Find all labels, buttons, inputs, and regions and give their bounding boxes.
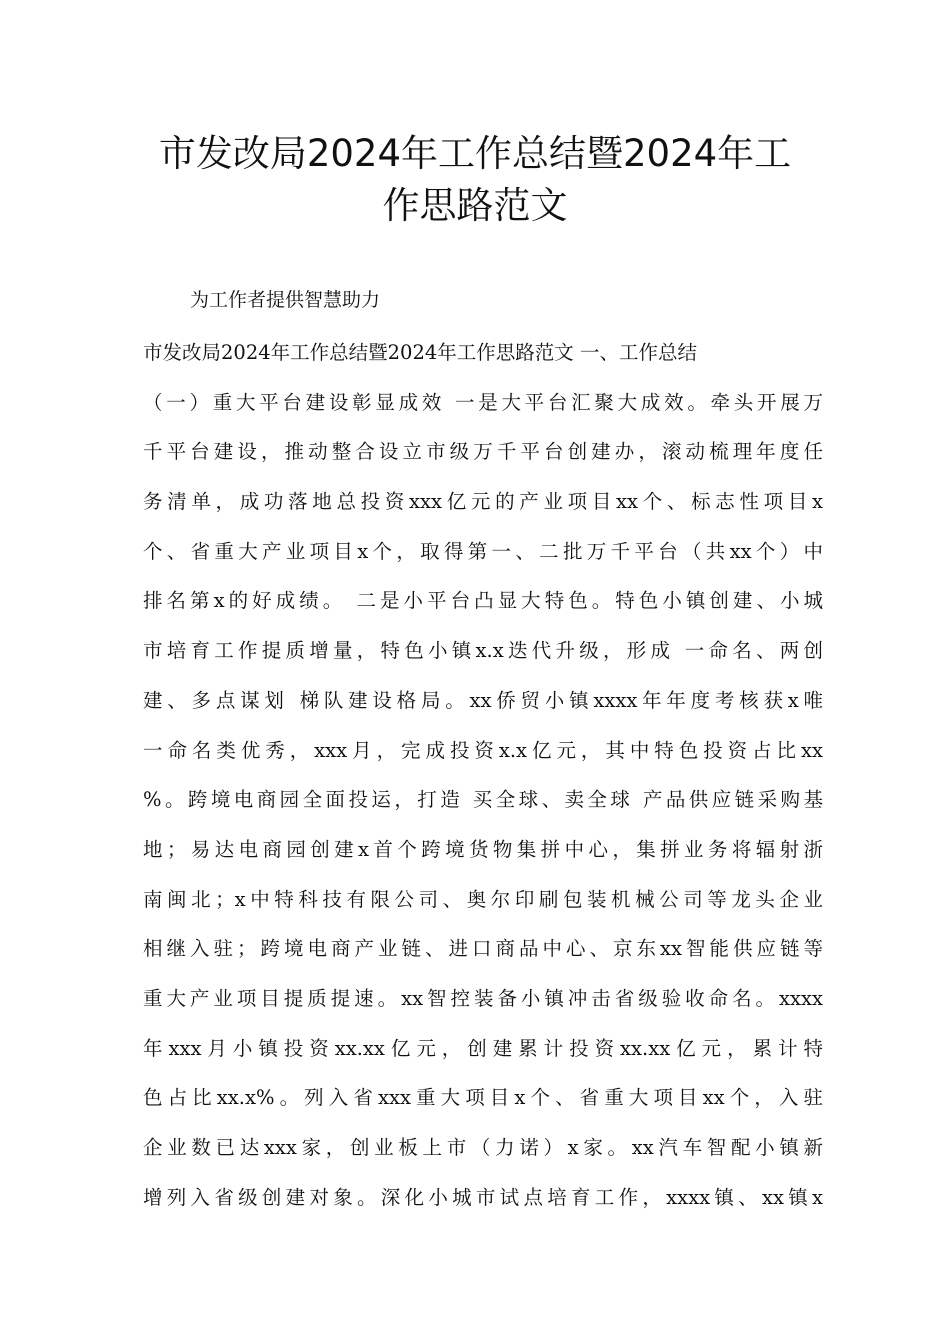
body-line: 地；易达电商园创建x首个跨境货物集拼中心，集拼业务将辐射浙 xyxy=(143,837,823,861)
body-line: %。跨境电商园全面投运，打造 买全球、卖全球 产品供应链采购基 xyxy=(143,788,823,812)
body-paragraph xyxy=(143,337,823,1231)
document-subtitle: 为工作者提供智慧助力 xyxy=(190,289,381,311)
body-line: 排名第x的好成绩。 二是小平台凸显大特色。特色小镇创建、小城 xyxy=(143,589,823,613)
body-line: 重大产业项目提质提速。xx智控装备小镇冲击省级验收命名。xxxx xyxy=(143,986,823,1010)
body-line: 色占比xx.x%。列入省xxx重大项目x个、省重大项目xx个，入驻 xyxy=(143,1086,823,1110)
body-line: 市发改局2024年工作总结暨2024年工作思路范文 一、工作总结 xyxy=(143,341,697,364)
body-line: 千平台建设，推动整合设立市级万千平台创建办，滚动梳理年度任 xyxy=(143,440,823,464)
body-line: 市培育工作提质增量，特色小镇x.x迭代升级，形成 一命名、两创 xyxy=(143,639,823,663)
body-line: （一）重大平台建设彰显成效 一是大平台汇聚大成效。牵头开展万 xyxy=(143,390,823,414)
title-line: 市发改局2024年工作总结暨2024年工 xyxy=(158,132,792,175)
body-line: 个、省重大产业项目x个，取得第一、二批万千平台（共xx个）中 xyxy=(143,539,823,563)
body-line: 南闽北；x中特科技有限公司、奥尔印刷包装机械公司等龙头企业 xyxy=(143,887,823,911)
body-line: 相继入驻；跨境电商产业链、进口商品中心、京东xx智能供应链等 xyxy=(143,937,823,961)
document-title xyxy=(120,128,830,232)
body-line: 企业数已达xxx家，创业板上市（力诺）x家。xx汽车智配小镇新 xyxy=(143,1136,823,1159)
title-line: 作思路范文 xyxy=(382,184,568,227)
body-line: 增列入省级创建对象。深化小城市试点培育工作，xxxx镇、xx镇x xyxy=(143,1185,823,1209)
body-line: 务清单，成功落地总投资xxx亿元的产业项目xx个、标志性项目x xyxy=(143,490,823,514)
body-line: 建、多点谋划 梯队建设格局。xx侨贸小镇xxxx年年度考核获x唯 xyxy=(143,688,823,712)
body-line: 年xxx月小镇投资xx.xx亿元，创建累计投资xx.xx亿元，累计特 xyxy=(143,1036,823,1060)
body-line: 一命名类优秀，xxx月，完成投资x.x亿元，其中特色投资占比xx xyxy=(143,738,823,762)
